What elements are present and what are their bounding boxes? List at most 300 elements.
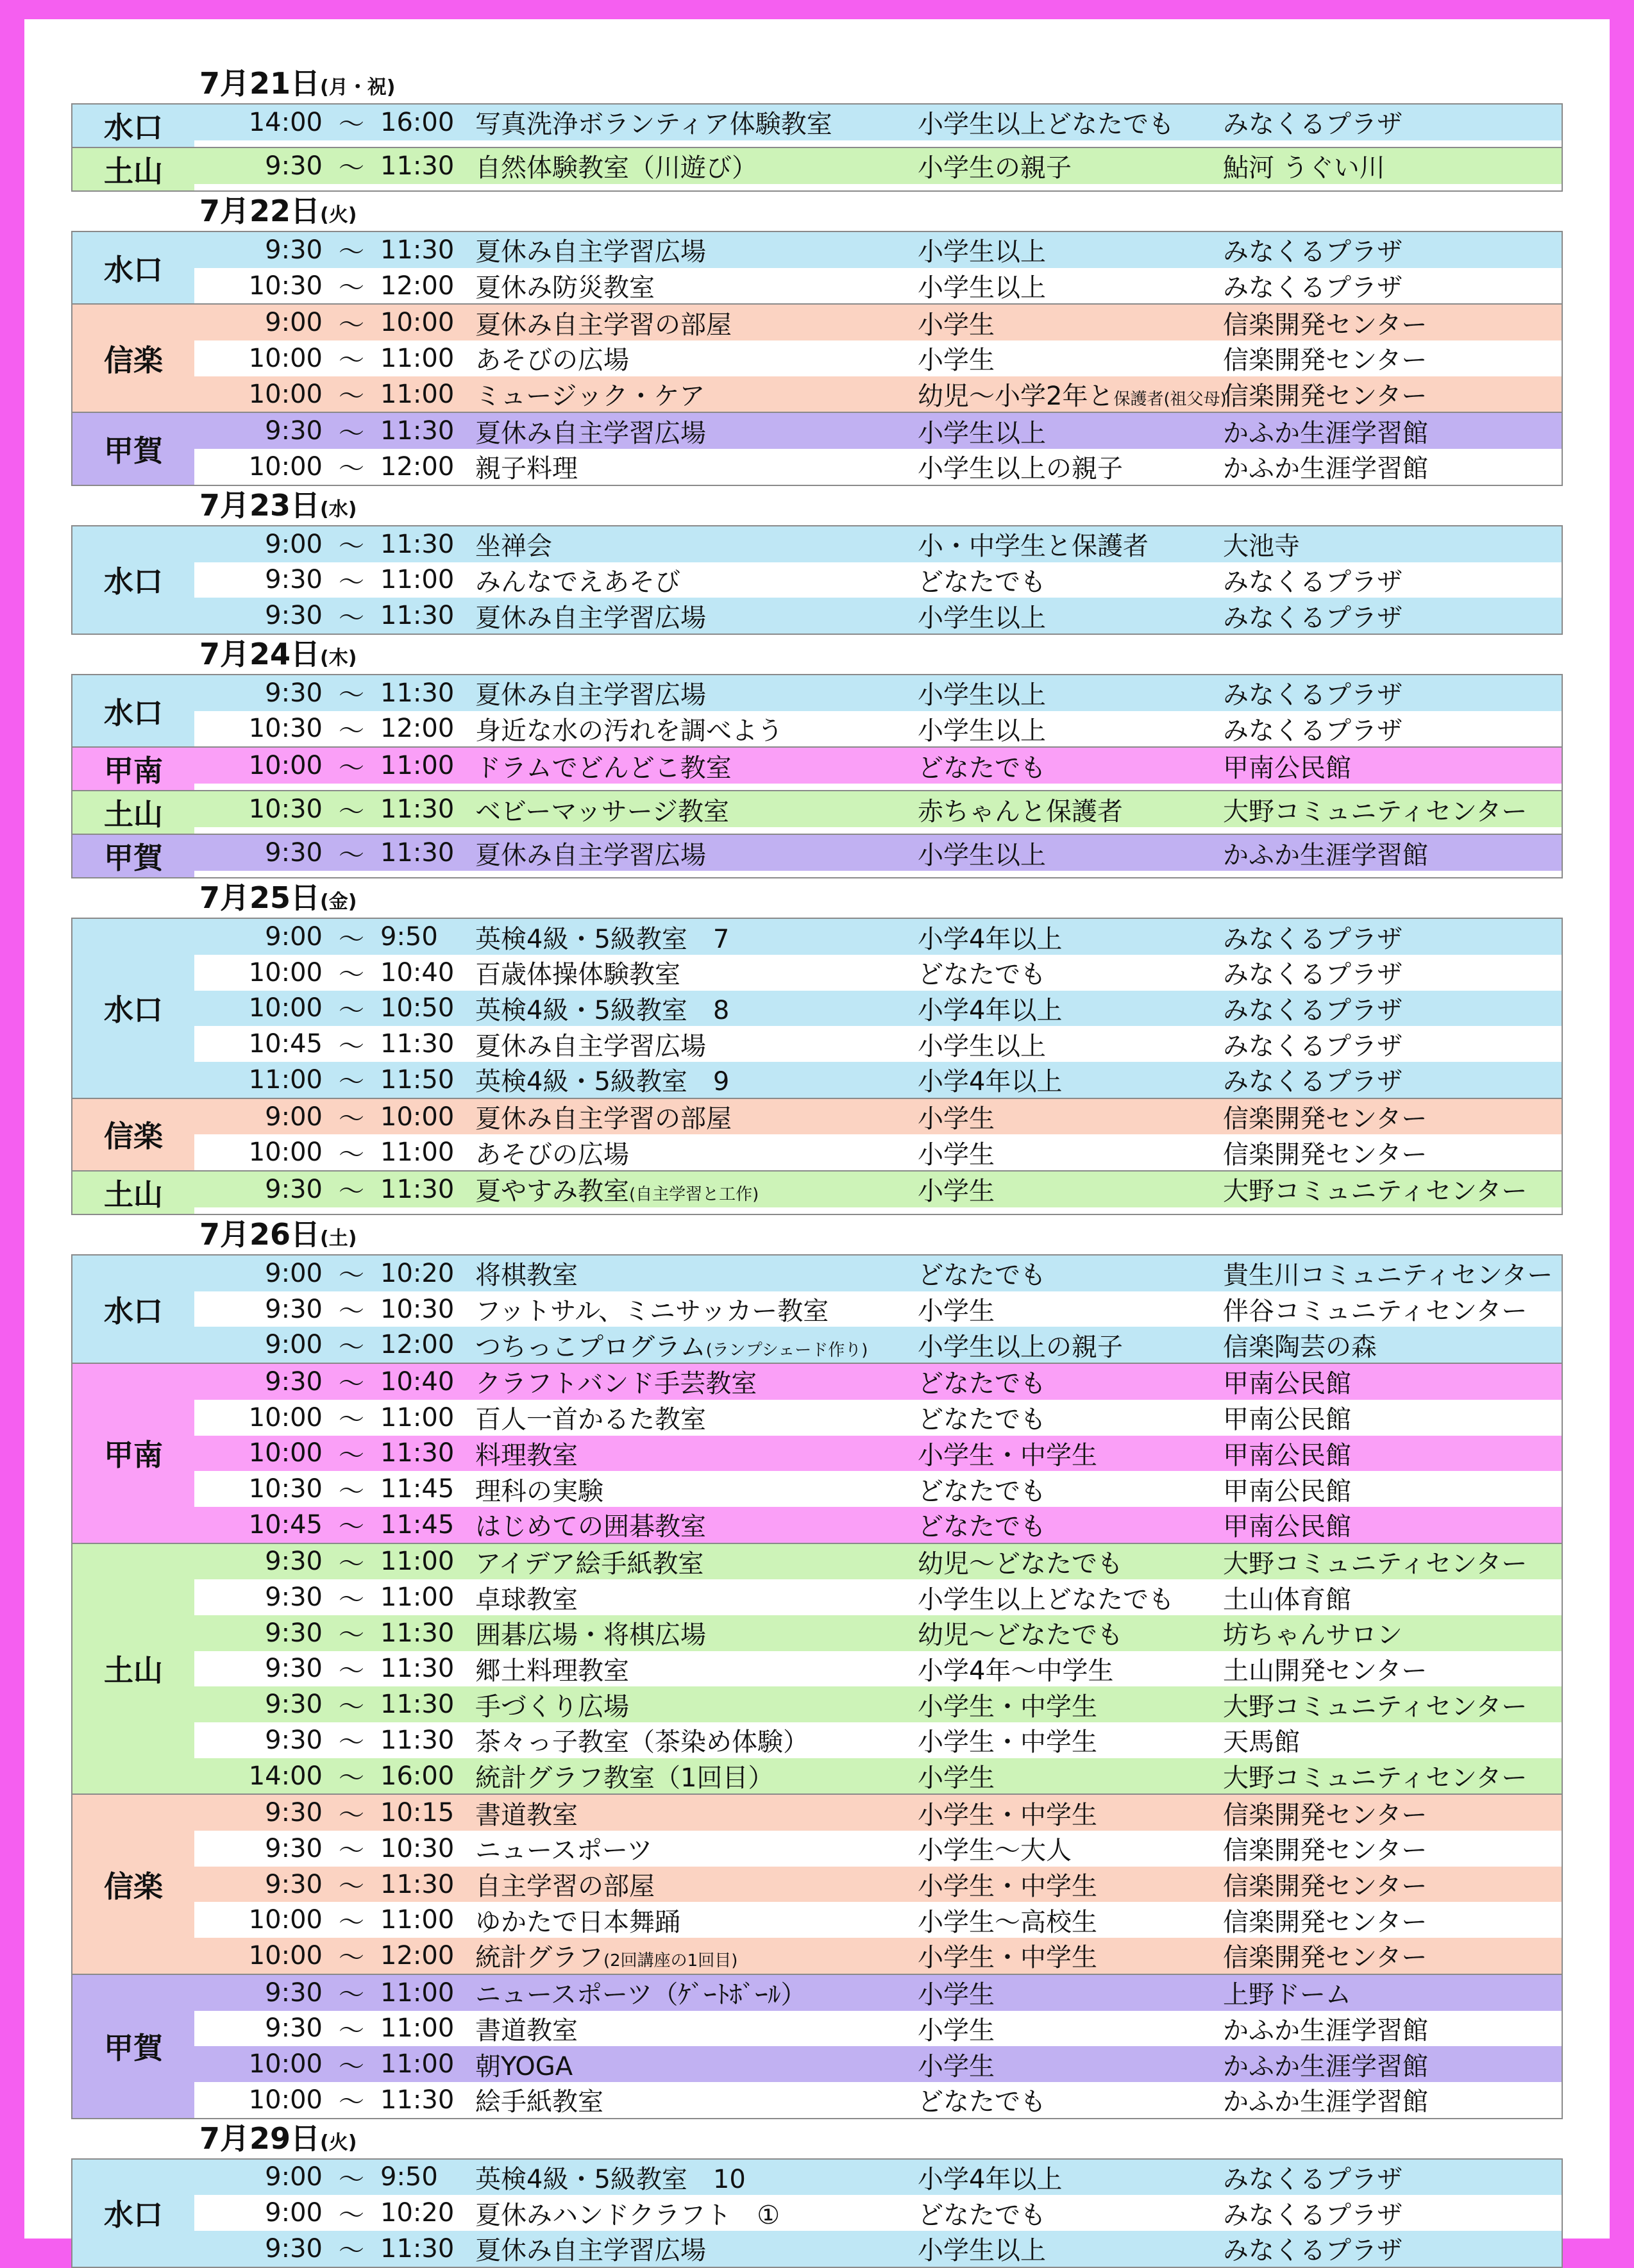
event-title xyxy=(475,1937,918,1974)
event-venue: 信楽開発センター xyxy=(1223,346,1428,376)
event-target xyxy=(918,2081,1223,2118)
day-header xyxy=(71,192,1563,231)
event-row xyxy=(194,1062,1562,1098)
event-target xyxy=(918,147,1223,184)
event-title-text: 自主学習の部屋 xyxy=(475,1872,655,1902)
event-row xyxy=(194,148,1562,184)
end-time: 12:00 xyxy=(380,1940,455,1970)
event-row xyxy=(194,2160,1562,2196)
start-time: 11:00 xyxy=(248,1064,323,1095)
event-title xyxy=(475,2195,918,2231)
event-target-text: 小学生～高校生 xyxy=(918,1907,1097,1937)
event-venue: かふか生涯学習館 xyxy=(1223,2051,1428,2081)
event-venue: みなくるプラザ xyxy=(1223,110,1402,140)
event-title xyxy=(475,2159,918,2196)
area-label: 甲賀 xyxy=(72,835,194,877)
day-date: 7月25日 xyxy=(199,880,321,916)
event-target-text: 小・中学生と保護者 xyxy=(918,532,1149,562)
event-target xyxy=(918,1471,1223,1508)
event-venue: 鮎河 うぐい川 xyxy=(1223,153,1385,183)
start-time: 10:00 xyxy=(248,957,323,987)
event-time xyxy=(194,340,475,376)
event-target-text: どなたでも xyxy=(918,2200,1046,2230)
event-time xyxy=(194,1579,475,1616)
event-title xyxy=(475,1435,918,1472)
start-time: 9:30 xyxy=(265,151,323,181)
end-time: 11:30 xyxy=(380,1654,455,1684)
area-label: 甲南 xyxy=(72,1364,194,1542)
event-target-text: どなたでも xyxy=(918,1512,1046,1542)
event-title xyxy=(475,2046,918,2083)
event-title-text: 手づくり広場 xyxy=(475,1692,629,1722)
event-title-text: はじめての囲碁教室 xyxy=(475,1512,706,1542)
end-time: 11:30 xyxy=(380,838,455,868)
event-title-text: 書道教室 xyxy=(475,2015,578,2045)
event-venue: 信楽開発センター xyxy=(1223,1872,1428,1902)
day-date: 7月22日 xyxy=(199,194,321,228)
event-target xyxy=(918,1435,1223,1472)
event-title-text: ニュースポーツ（ｹﾞｰﾄﾎﾞｰﾙ） xyxy=(475,1980,807,2010)
event-title xyxy=(475,1795,918,1831)
start-time: 10:00 xyxy=(248,993,323,1023)
event-title-text: 英検4級・5級教室 7 xyxy=(475,924,730,954)
event-row xyxy=(194,2046,1562,2082)
start-time: 10:00 xyxy=(248,1905,323,1935)
event-time xyxy=(194,526,475,562)
event-time xyxy=(194,267,475,304)
event-row xyxy=(194,1579,1562,1615)
area-label: 水口 xyxy=(72,232,194,303)
event-venue: 大野コミュニティセンター xyxy=(1223,1763,1528,1793)
event-venue: 大野コミュニティセンター xyxy=(1223,796,1528,827)
start-time: 9:30 xyxy=(265,678,323,708)
event-target xyxy=(918,2230,1223,2267)
start-time: 9:00 xyxy=(265,1330,323,1360)
start-time: 9:30 xyxy=(265,1690,323,1720)
event-title-text: ドラムでどんどこ教室 xyxy=(475,753,732,783)
event-title-text: 理科の実験 xyxy=(475,1476,603,1506)
start-time: 9:30 xyxy=(265,1366,323,1397)
time-separator: ～ xyxy=(339,1405,364,1435)
event-title-text: アイデア絵手紙教室 xyxy=(475,1549,704,1579)
area-group xyxy=(71,525,1563,635)
event-target xyxy=(918,1830,1223,1867)
end-time: 11:00 xyxy=(380,2049,455,2079)
event-rows xyxy=(194,1544,1562,1794)
time-separator: ～ xyxy=(339,1620,364,1651)
event-target-text: どなたでも xyxy=(918,1405,1046,1435)
start-time: 9:30 xyxy=(265,1618,323,1648)
start-time: 9:30 xyxy=(265,1583,323,1613)
event-time xyxy=(194,1615,475,1651)
event-row xyxy=(194,711,1562,747)
end-time: 11:30 xyxy=(380,2085,455,2115)
area-label: 水口 xyxy=(72,675,194,746)
event-target-text: 小学生以上 xyxy=(918,2236,1046,2266)
event-row xyxy=(194,1291,1562,1327)
start-time: 10:45 xyxy=(248,1029,323,1059)
start-time: 14:00 xyxy=(248,1761,323,1791)
event-target-text: 小学4年以上 xyxy=(918,924,1063,954)
event-title xyxy=(475,104,918,140)
start-time: 10:00 xyxy=(248,1438,323,1468)
start-time: 10:00 xyxy=(248,751,323,781)
event-venue: みなくるプラザ xyxy=(1223,1067,1402,1097)
event-target xyxy=(918,791,1223,828)
day-annotation: (土) xyxy=(320,1227,357,1250)
event-row xyxy=(194,1651,1562,1687)
time-separator: ～ xyxy=(339,1907,364,1937)
time-separator: ～ xyxy=(339,1800,364,1830)
event-time xyxy=(194,1974,475,2011)
event-venue: 土山体育館 xyxy=(1223,1584,1351,1615)
event-title-text: 自然体験教室（川遊び） xyxy=(475,153,757,183)
start-time: 9:30 xyxy=(265,1547,323,1577)
event-time xyxy=(194,1758,475,1794)
event-target xyxy=(918,598,1223,634)
end-time: 10:40 xyxy=(380,1366,455,1397)
time-separator: ～ xyxy=(339,1476,364,1506)
area-group xyxy=(71,674,1563,748)
event-row xyxy=(194,835,1562,871)
event-title xyxy=(475,267,918,304)
start-time: 10:00 xyxy=(248,2049,323,2079)
end-time: 11:50 xyxy=(380,1064,455,1095)
event-venue: みなくるプラザ xyxy=(1223,1031,1402,1061)
time-separator: ～ xyxy=(339,603,364,633)
event-title-text: 坐禅会 xyxy=(475,532,552,562)
time-separator: ～ xyxy=(339,840,364,870)
area-group xyxy=(71,2158,1563,2268)
event-title-text: 親子料理 xyxy=(475,454,578,484)
event-target-text: 小学生・中学生 xyxy=(918,1800,1097,1830)
event-time xyxy=(194,1471,475,1508)
area-group xyxy=(71,918,1563,1098)
event-title-text: ニュースポーツ xyxy=(475,1836,653,1866)
event-target-text: 小学生以上 xyxy=(918,273,1046,303)
event-venue: 甲南公民館 xyxy=(1223,753,1351,783)
time-separator: ～ xyxy=(339,1297,364,1327)
end-time: 12:00 xyxy=(380,451,455,482)
event-venue: みなくるプラザ xyxy=(1223,680,1402,710)
event-time xyxy=(194,1506,475,1543)
end-time: 11:30 xyxy=(380,2233,455,2264)
end-time: 11:30 xyxy=(380,678,455,708)
event-row xyxy=(194,1400,1562,1436)
event-title xyxy=(475,598,918,634)
event-title xyxy=(475,1255,918,1291)
event-target xyxy=(918,1363,1223,1400)
event-venue: みなくるプラザ xyxy=(1223,273,1402,303)
event-time xyxy=(194,710,475,747)
event-target-text: 小学生 xyxy=(918,1139,995,1170)
area-label: 信楽 xyxy=(72,1795,194,1973)
start-time: 10:00 xyxy=(248,2085,323,2115)
start-time: 9:30 xyxy=(265,1654,323,1684)
event-title xyxy=(475,562,918,598)
event-title xyxy=(475,1291,918,1327)
event-target xyxy=(918,376,1227,412)
event-target xyxy=(918,305,1223,341)
event-rows xyxy=(194,1099,1562,1170)
event-rows xyxy=(194,835,1562,877)
time-separator: ～ xyxy=(339,1943,364,1973)
event-row xyxy=(194,413,1562,449)
day-annotation: (木) xyxy=(320,646,357,669)
area-group xyxy=(71,231,1563,305)
event-rows xyxy=(194,1364,1562,1542)
event-row xyxy=(194,1722,1562,1758)
event-target-text: 赤ちゃんと保護者 xyxy=(918,796,1123,827)
event-title-text: 夏休み自主学習広場 xyxy=(475,840,706,870)
end-time: 11:00 xyxy=(380,1905,455,1935)
event-title-text: 料理教室 xyxy=(475,1440,578,1470)
start-time: 10:30 xyxy=(248,714,323,744)
start-time: 10:00 xyxy=(248,451,323,482)
end-time: 11:45 xyxy=(380,1474,455,1504)
event-title-text: 郷土料理教室 xyxy=(475,1656,629,1686)
event-title-text: クラフトバンド手芸教室 xyxy=(475,1369,757,1399)
area-group xyxy=(71,1364,1563,1543)
event-title-text: ベビーマッサージ教室 xyxy=(475,796,729,827)
end-time: 11:30 xyxy=(380,1438,455,1468)
event-venue: 大池寺 xyxy=(1223,532,1300,562)
event-venue: みなくるプラザ xyxy=(1223,2236,1402,2266)
event-time xyxy=(194,675,475,711)
event-target xyxy=(918,1795,1223,1831)
event-venue: みなくるプラザ xyxy=(1223,237,1402,267)
event-time xyxy=(194,1098,475,1135)
event-time xyxy=(194,1686,475,1723)
event-target-text: 小学4年以上 xyxy=(918,2164,1063,2194)
event-row xyxy=(194,1867,1562,1903)
time-separator: ～ xyxy=(339,1980,364,2010)
time-separator: ～ xyxy=(339,1512,364,1542)
event-title-text: 囲碁広場・将棋広場 xyxy=(475,1620,706,1651)
event-time xyxy=(194,1399,475,1436)
event-title xyxy=(475,710,918,747)
event-row xyxy=(194,1364,1562,1400)
event-row xyxy=(194,991,1562,1027)
end-time: 11:30 xyxy=(380,1869,455,1899)
event-title xyxy=(475,231,918,268)
time-separator: ～ xyxy=(339,2051,364,2081)
end-time: 11:00 xyxy=(380,2013,455,2044)
event-venue: 土山開発センター xyxy=(1223,1656,1428,1686)
area-group xyxy=(71,748,1563,791)
event-rows xyxy=(194,1256,1562,1363)
event-row xyxy=(194,1172,1562,1207)
time-separator: ～ xyxy=(339,1104,364,1134)
end-time: 11:30 xyxy=(380,416,455,446)
end-time: 11:00 xyxy=(380,1583,455,1613)
event-target-text: 小学生～大人 xyxy=(918,1836,1072,1866)
event-venue: 信楽開発センター xyxy=(1223,1104,1428,1134)
time-separator: ～ xyxy=(339,237,364,267)
event-row xyxy=(194,1938,1562,1974)
time-separator: ～ xyxy=(339,1369,364,1399)
start-time: 9:30 xyxy=(265,601,323,631)
start-time: 14:00 xyxy=(248,107,323,137)
time-separator: ～ xyxy=(339,680,364,710)
event-target xyxy=(918,1579,1223,1616)
time-separator: ～ xyxy=(339,1836,364,1866)
time-separator: ～ xyxy=(339,2164,364,2194)
time-separator: ～ xyxy=(339,995,364,1025)
day-section xyxy=(71,64,1563,192)
event-title-text: 英検4級・5級教室 10 xyxy=(475,2164,746,2194)
start-time: 10:00 xyxy=(248,343,323,373)
event-time xyxy=(194,835,475,871)
event-title xyxy=(475,675,918,711)
event-title xyxy=(475,1098,918,1135)
event-target xyxy=(918,1686,1223,1723)
end-time: 11:00 xyxy=(380,1978,455,2008)
event-target xyxy=(918,2010,1223,2047)
end-time: 12:00 xyxy=(380,714,455,744)
start-time: 9:30 xyxy=(265,1833,323,1863)
event-target xyxy=(918,526,1223,562)
event-title-text: 夏休み自主学習広場 xyxy=(475,603,706,633)
event-target xyxy=(918,1902,1223,1938)
event-target-text: どなたでも xyxy=(918,2087,1046,2117)
event-title xyxy=(475,1399,918,1436)
event-title-text: 百歳体操体験教室 xyxy=(475,960,680,990)
event-venue: 信楽開発センター xyxy=(1223,1943,1428,1973)
event-target xyxy=(918,1327,1223,1363)
event-venue: みなくるプラザ xyxy=(1223,2164,1402,2194)
event-time xyxy=(194,1830,475,1867)
start-time: 9:00 xyxy=(265,2198,323,2228)
event-target xyxy=(918,1026,1223,1063)
event-venue: 大野コミュニティセンター xyxy=(1223,1177,1528,1207)
event-target-text: どなたでも xyxy=(918,960,1046,990)
event-time xyxy=(194,1026,475,1063)
start-time: 9:30 xyxy=(265,1798,323,1828)
event-row xyxy=(194,598,1562,634)
event-time xyxy=(194,1363,475,1400)
event-title-text: フットサル、ミニサッカー教室 xyxy=(475,1297,829,1327)
event-row xyxy=(194,955,1562,991)
time-separator: ～ xyxy=(339,1139,364,1170)
time-separator: ～ xyxy=(339,1440,364,1470)
event-title xyxy=(475,1543,918,1580)
event-rows xyxy=(194,1795,1562,1973)
event-rows xyxy=(194,305,1562,412)
event-target-text: 幼児～小学2年と xyxy=(918,382,1114,412)
event-venue: 甲南公民館 xyxy=(1223,1369,1351,1399)
start-time: 9:00 xyxy=(265,2162,323,2192)
event-target xyxy=(918,2046,1223,2083)
event-title xyxy=(475,1579,918,1616)
time-separator: ～ xyxy=(339,1763,364,1793)
day-date: 7月23日 xyxy=(199,487,321,523)
event-target-text: どなたでも xyxy=(918,753,1046,783)
event-target-note: 保護者(祖父母) xyxy=(1113,390,1227,410)
end-time: 11:00 xyxy=(380,565,455,595)
event-target-text: どなたでも xyxy=(918,1369,1046,1399)
time-separator: ～ xyxy=(339,153,364,183)
event-row xyxy=(194,748,1562,784)
event-title xyxy=(475,1506,918,1543)
event-target xyxy=(918,748,1223,784)
end-time: 11:00 xyxy=(380,1402,455,1432)
event-rows xyxy=(194,748,1562,790)
start-time: 10:30 xyxy=(248,271,323,301)
day-section xyxy=(71,2119,1563,2268)
time-separator: ～ xyxy=(339,2236,364,2266)
day-annotation: (火) xyxy=(320,2131,357,2154)
event-venue: 信楽開発センター xyxy=(1223,1836,1428,1866)
event-venue: 信楽陶芸の森 xyxy=(1223,1332,1377,1362)
event-target-text: 小学4年以上 xyxy=(918,1067,1063,1097)
event-target xyxy=(918,104,1223,140)
day-section xyxy=(71,192,1563,486)
event-venue: かふか生涯学習館 xyxy=(1223,840,1428,870)
event-venue: 信楽開発センター xyxy=(1223,310,1428,340)
event-target xyxy=(918,413,1223,449)
event-venue: 甲南公民館 xyxy=(1223,1405,1351,1435)
area-label: 土山 xyxy=(72,1544,194,1794)
event-target xyxy=(918,835,1223,871)
event-target xyxy=(918,1061,1223,1098)
event-time xyxy=(194,1327,475,1363)
event-row xyxy=(194,1975,1562,2011)
end-time: 11:30 xyxy=(380,151,455,181)
time-separator: ～ xyxy=(339,273,364,303)
event-venue: 甲南公民館 xyxy=(1223,1440,1351,1470)
event-venue: みなくるプラザ xyxy=(1223,716,1402,746)
event-title-text: 英検4級・5級教室 9 xyxy=(475,1067,730,1097)
area-group xyxy=(71,148,1563,192)
event-time xyxy=(194,1937,475,1974)
event-time xyxy=(194,990,475,1027)
start-time: 9:00 xyxy=(265,308,323,338)
event-title-text: 英検4級・5級教室 8 xyxy=(475,995,730,1025)
event-time xyxy=(194,1291,475,1327)
event-title-text: 茶々っ子教室（茶染め体験） xyxy=(475,1727,809,1758)
event-title xyxy=(475,748,918,784)
event-target-text: どなたでも xyxy=(918,1476,1046,1506)
event-row xyxy=(194,268,1562,304)
event-title xyxy=(475,954,918,991)
event-target xyxy=(918,1758,1223,1794)
event-target xyxy=(918,1506,1223,1543)
event-rows xyxy=(194,148,1562,190)
start-time: 10:00 xyxy=(248,379,323,409)
area-label: 信楽 xyxy=(72,305,194,412)
event-target-text: 小学生・中学生 xyxy=(918,1943,1097,1973)
start-time: 10:45 xyxy=(248,1509,323,1540)
event-title-text: 夏休み防災教室 xyxy=(475,273,655,303)
event-time xyxy=(194,2081,475,2118)
event-title-text: 将棋教室 xyxy=(475,1261,578,1291)
event-time xyxy=(194,748,475,784)
time-separator: ～ xyxy=(339,454,364,484)
time-separator: ～ xyxy=(339,1692,364,1722)
event-title xyxy=(475,448,918,485)
time-separator: ～ xyxy=(339,1656,364,1686)
end-time: 11:30 xyxy=(380,1029,455,1059)
event-target xyxy=(918,1543,1223,1580)
end-time: 11:00 xyxy=(380,1138,455,1168)
event-title xyxy=(475,1327,918,1363)
event-title xyxy=(475,791,918,828)
start-time: 9:00 xyxy=(265,1258,323,1288)
area-group xyxy=(71,1975,1563,2119)
area-group xyxy=(71,103,1563,148)
event-rows xyxy=(194,232,1562,303)
